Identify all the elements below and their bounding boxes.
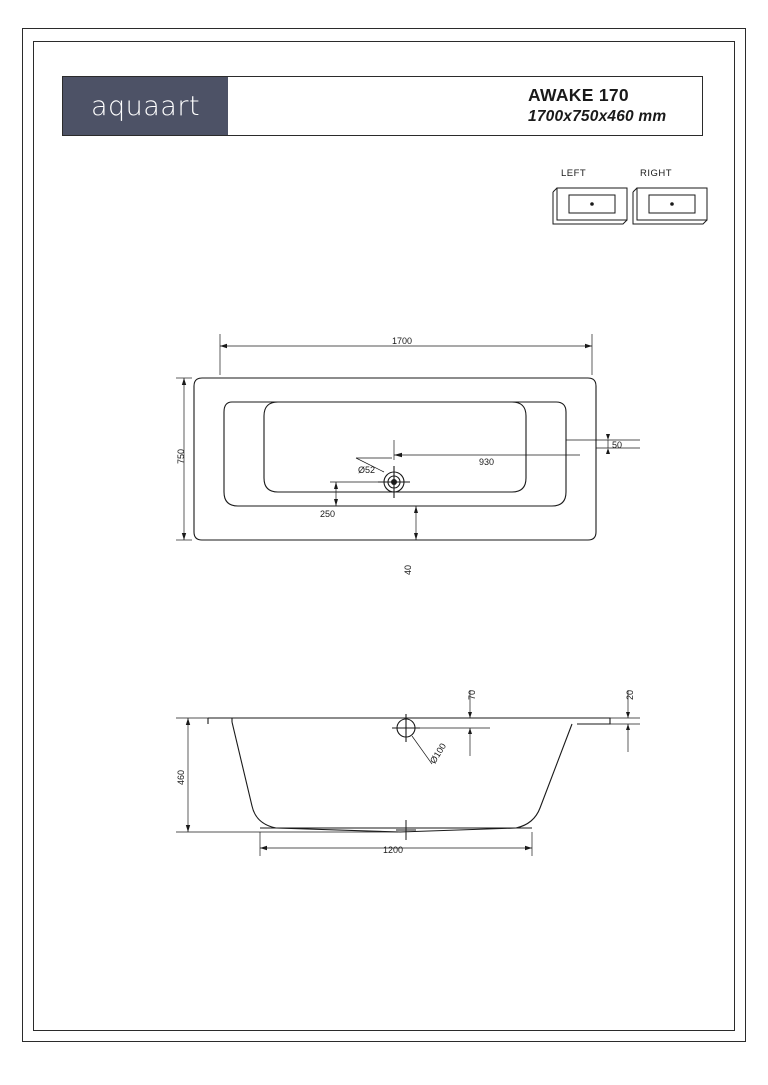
dim-drain-diameter: Ø52 bbox=[358, 465, 376, 475]
model-name: AWAKE 170 bbox=[528, 85, 629, 106]
dim-overflow-offset: 70 bbox=[467, 689, 477, 700]
dim-base-length: 1200 bbox=[383, 845, 404, 855]
dim-rim-thickness: 20 bbox=[625, 689, 635, 700]
dim-top-width: 750 bbox=[176, 448, 186, 464]
dim-side-height: 460 bbox=[176, 769, 186, 785]
orientation-icons bbox=[545, 168, 715, 238]
dim-top-inner-length: 930 bbox=[479, 457, 495, 467]
dim-top-rim: 50 bbox=[612, 440, 623, 450]
brand-logo bbox=[63, 77, 228, 135]
side-section-drawing bbox=[140, 660, 680, 890]
dim-drain-offset-y: 250 bbox=[320, 509, 336, 519]
brand-logo-text: aquaart bbox=[90, 90, 201, 122]
orientation-right-label: RIGHT bbox=[640, 168, 673, 179]
title-block bbox=[62, 76, 703, 136]
model-dimensions: 1700x750x460 mm bbox=[528, 108, 667, 126]
dim-drain-offset-x: 40 bbox=[403, 564, 413, 575]
dim-top-length: 1700 bbox=[392, 336, 413, 346]
title-text bbox=[228, 77, 702, 135]
dim-overflow-diameter: Ø100 bbox=[428, 741, 449, 766]
orientation-left-label: LEFT bbox=[561, 168, 587, 179]
orientation-selector bbox=[545, 168, 705, 238]
